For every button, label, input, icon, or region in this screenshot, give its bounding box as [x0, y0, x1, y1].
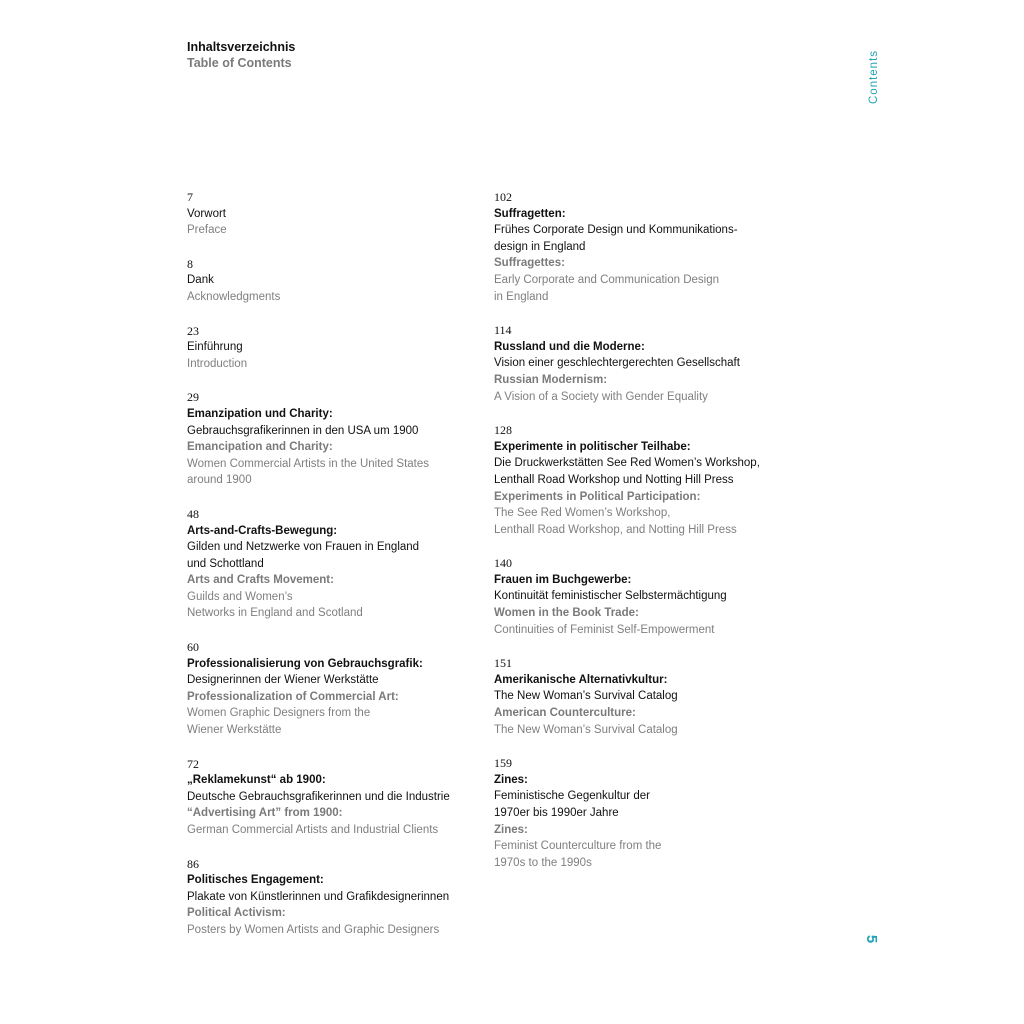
toc-entry [187, 506, 487, 622]
page-number-ref: 7 [187, 190, 193, 204]
chapter-subtitle-english: German Commercial Artists and Industrial Clients [187, 824, 439, 836]
chapter-title-german: Politisches Engagement: [187, 874, 324, 887]
toc-entry [494, 422, 794, 538]
chapter-title-german: Zines: [494, 773, 528, 786]
toc-entry [494, 755, 794, 871]
chapter-subtitle-german: Deutsche Gebrauchsgrafikerinnen und die Industrie [187, 790, 450, 803]
chapter-title-english: Suffragettes: [494, 257, 565, 270]
chapter-title-english: Women in the Book Trade: [494, 607, 639, 620]
page-number-ref: 114 [494, 323, 512, 338]
chapter-subtitle-english: The New Woman’s Survival Catalog [494, 723, 678, 736]
toc-entry [187, 639, 487, 739]
page-number-ref: 151 [494, 656, 512, 671]
page-number-ref: 8 [187, 256, 193, 271]
chapter-title-english: Zines: [494, 823, 528, 836]
toc-entry [494, 189, 794, 305]
chapter-subtitle-german: Plakate von Künstlerinnen und Grafikdesignerinnen [187, 890, 450, 903]
page-number-ref: 159 [494, 756, 512, 771]
chapter-subtitle-english: Introduction [187, 357, 248, 370]
chapter-subtitle-english: Feminist Counterculture from the 1970s to the 1990s [494, 840, 662, 869]
chapter-subtitle-english: Posters by Women Artists and Graphic Designers [187, 923, 440, 936]
chapter-title-english: Experiments in Political Participation: [494, 490, 701, 503]
toc-column-left [187, 189, 487, 956]
page-number-ref: 29 [187, 390, 199, 405]
toc-entry [494, 322, 794, 405]
chapter-title-german: Suffragetten: [494, 207, 566, 220]
chapter-title-german: Professionalisierung von Gebrauchsgrafik: [187, 657, 423, 670]
chapter-subtitle-german: The New Woman’s Survival Catalog [494, 690, 678, 703]
page-number-ref: 23 [187, 323, 199, 338]
chapter-title-german: „Reklamekunst“ ab 1900: [187, 774, 326, 787]
chapter-subtitle-english: Preface [187, 224, 227, 237]
title-english: Table of Contents [187, 56, 292, 70]
chapter-subtitle-english: Acknowledgments [187, 290, 281, 303]
page-number-ref: 128 [494, 423, 512, 438]
title-german: Inhaltsverzeichnis [187, 40, 296, 54]
chapter-title-german: Frauen im Buchgewerbe: [494, 573, 632, 586]
chapter-title-german: Vorwort [187, 207, 226, 220]
section-side-label: Contents [868, 49, 880, 104]
chapter-subtitle-german: Gilden und Netzwerke von Frauen in England und Schottland [187, 541, 420, 570]
page-number-ref: 60 [187, 640, 199, 655]
page-number-ref: 86 [187, 856, 199, 871]
toc-entry [187, 389, 487, 489]
chapter-subtitle-english: A Vision of a Society with Gender Equality [494, 390, 708, 403]
chapter-subtitle-english: The See Red Women’s Workshop, Lenthall Road Workshop, and Notting Hill Press [494, 507, 737, 536]
chapter-title-german: Dank [187, 274, 214, 287]
chapter-title-german: Amerikanische Alternativkultur: [494, 673, 668, 686]
chapter-subtitle-english: Continuities of Feminist Self-Empowerment [494, 623, 715, 636]
chapter-title-english: Russian Modernism: [494, 373, 608, 386]
toc-entry [494, 655, 794, 738]
toc-entry [187, 323, 487, 373]
chapter-title-english: “Advertising Art” from 1900: [187, 807, 343, 820]
chapter-subtitle-english: Women Commercial Artists in the United States around 1900 [187, 457, 430, 487]
chapter-subtitle-english: Early Corporate and Communication Design in England [494, 273, 719, 303]
page-header [187, 39, 295, 71]
toc-column-right [494, 189, 794, 888]
chapter-subtitle-german: Die Druckwerkstätten See Red Women’s Workshop, Lenthall Road Workshop und Notting Hill Press [494, 457, 760, 486]
chapter-title-german: Einführung [187, 341, 243, 354]
chapter-title-english: American Counterculture: [494, 707, 636, 720]
page-number-ref: 72 [187, 756, 199, 771]
page-number-ref: 48 [187, 506, 199, 521]
page-number-ref: 140 [494, 556, 512, 571]
chapter-title-english: Political Activism: [187, 907, 286, 920]
toc-entry [187, 256, 487, 306]
toc-entry [187, 756, 487, 839]
chapter-subtitle-english: Guilds and Women’s Networks in England and Scotland [187, 590, 363, 620]
toc-entry [187, 189, 487, 239]
page-number: 5 [863, 934, 880, 944]
chapter-subtitle-german: Designerinnen der Wiener Werkstätte [187, 674, 379, 687]
chapter-title-english: Emancipation and Charity: [187, 441, 333, 454]
chapter-subtitle-german: Feministische Gegenkultur der 1970er bis 1990er Jahre [494, 790, 650, 819]
chapter-title-english: Arts and Crafts Movement: [187, 574, 334, 587]
chapter-subtitle-english: Women Graphic Designers from the Wiener Werkstätte [187, 707, 371, 737]
chapter-subtitle-german: Kontinuität feministischer Selbstermächtigung [494, 590, 727, 603]
chapter-title-german: Experimente in politischer Teilhabe: [494, 440, 691, 453]
toc-entry [187, 856, 487, 939]
chapter-subtitle-german: Vision einer geschlechtergerechten Gesellschaft [494, 357, 740, 370]
chapter-subtitle-german: Gebrauchsgrafikerinnen in den USA um 1900 [187, 424, 419, 437]
chapter-title-german: Emanzipation und Charity: [187, 407, 333, 420]
toc-entry [494, 555, 794, 638]
chapter-subtitle-german: Frühes Corporate Design und Kommunikations- design in England [494, 224, 738, 253]
chapter-title-english: Professionalization of Commercial Art: [187, 690, 399, 703]
chapter-title-german: Russland und die Moderne: [494, 340, 645, 353]
chapter-title-german: Arts-and-Crafts-Bewegung: [187, 524, 338, 537]
page-number-ref: 102 [494, 190, 512, 204]
